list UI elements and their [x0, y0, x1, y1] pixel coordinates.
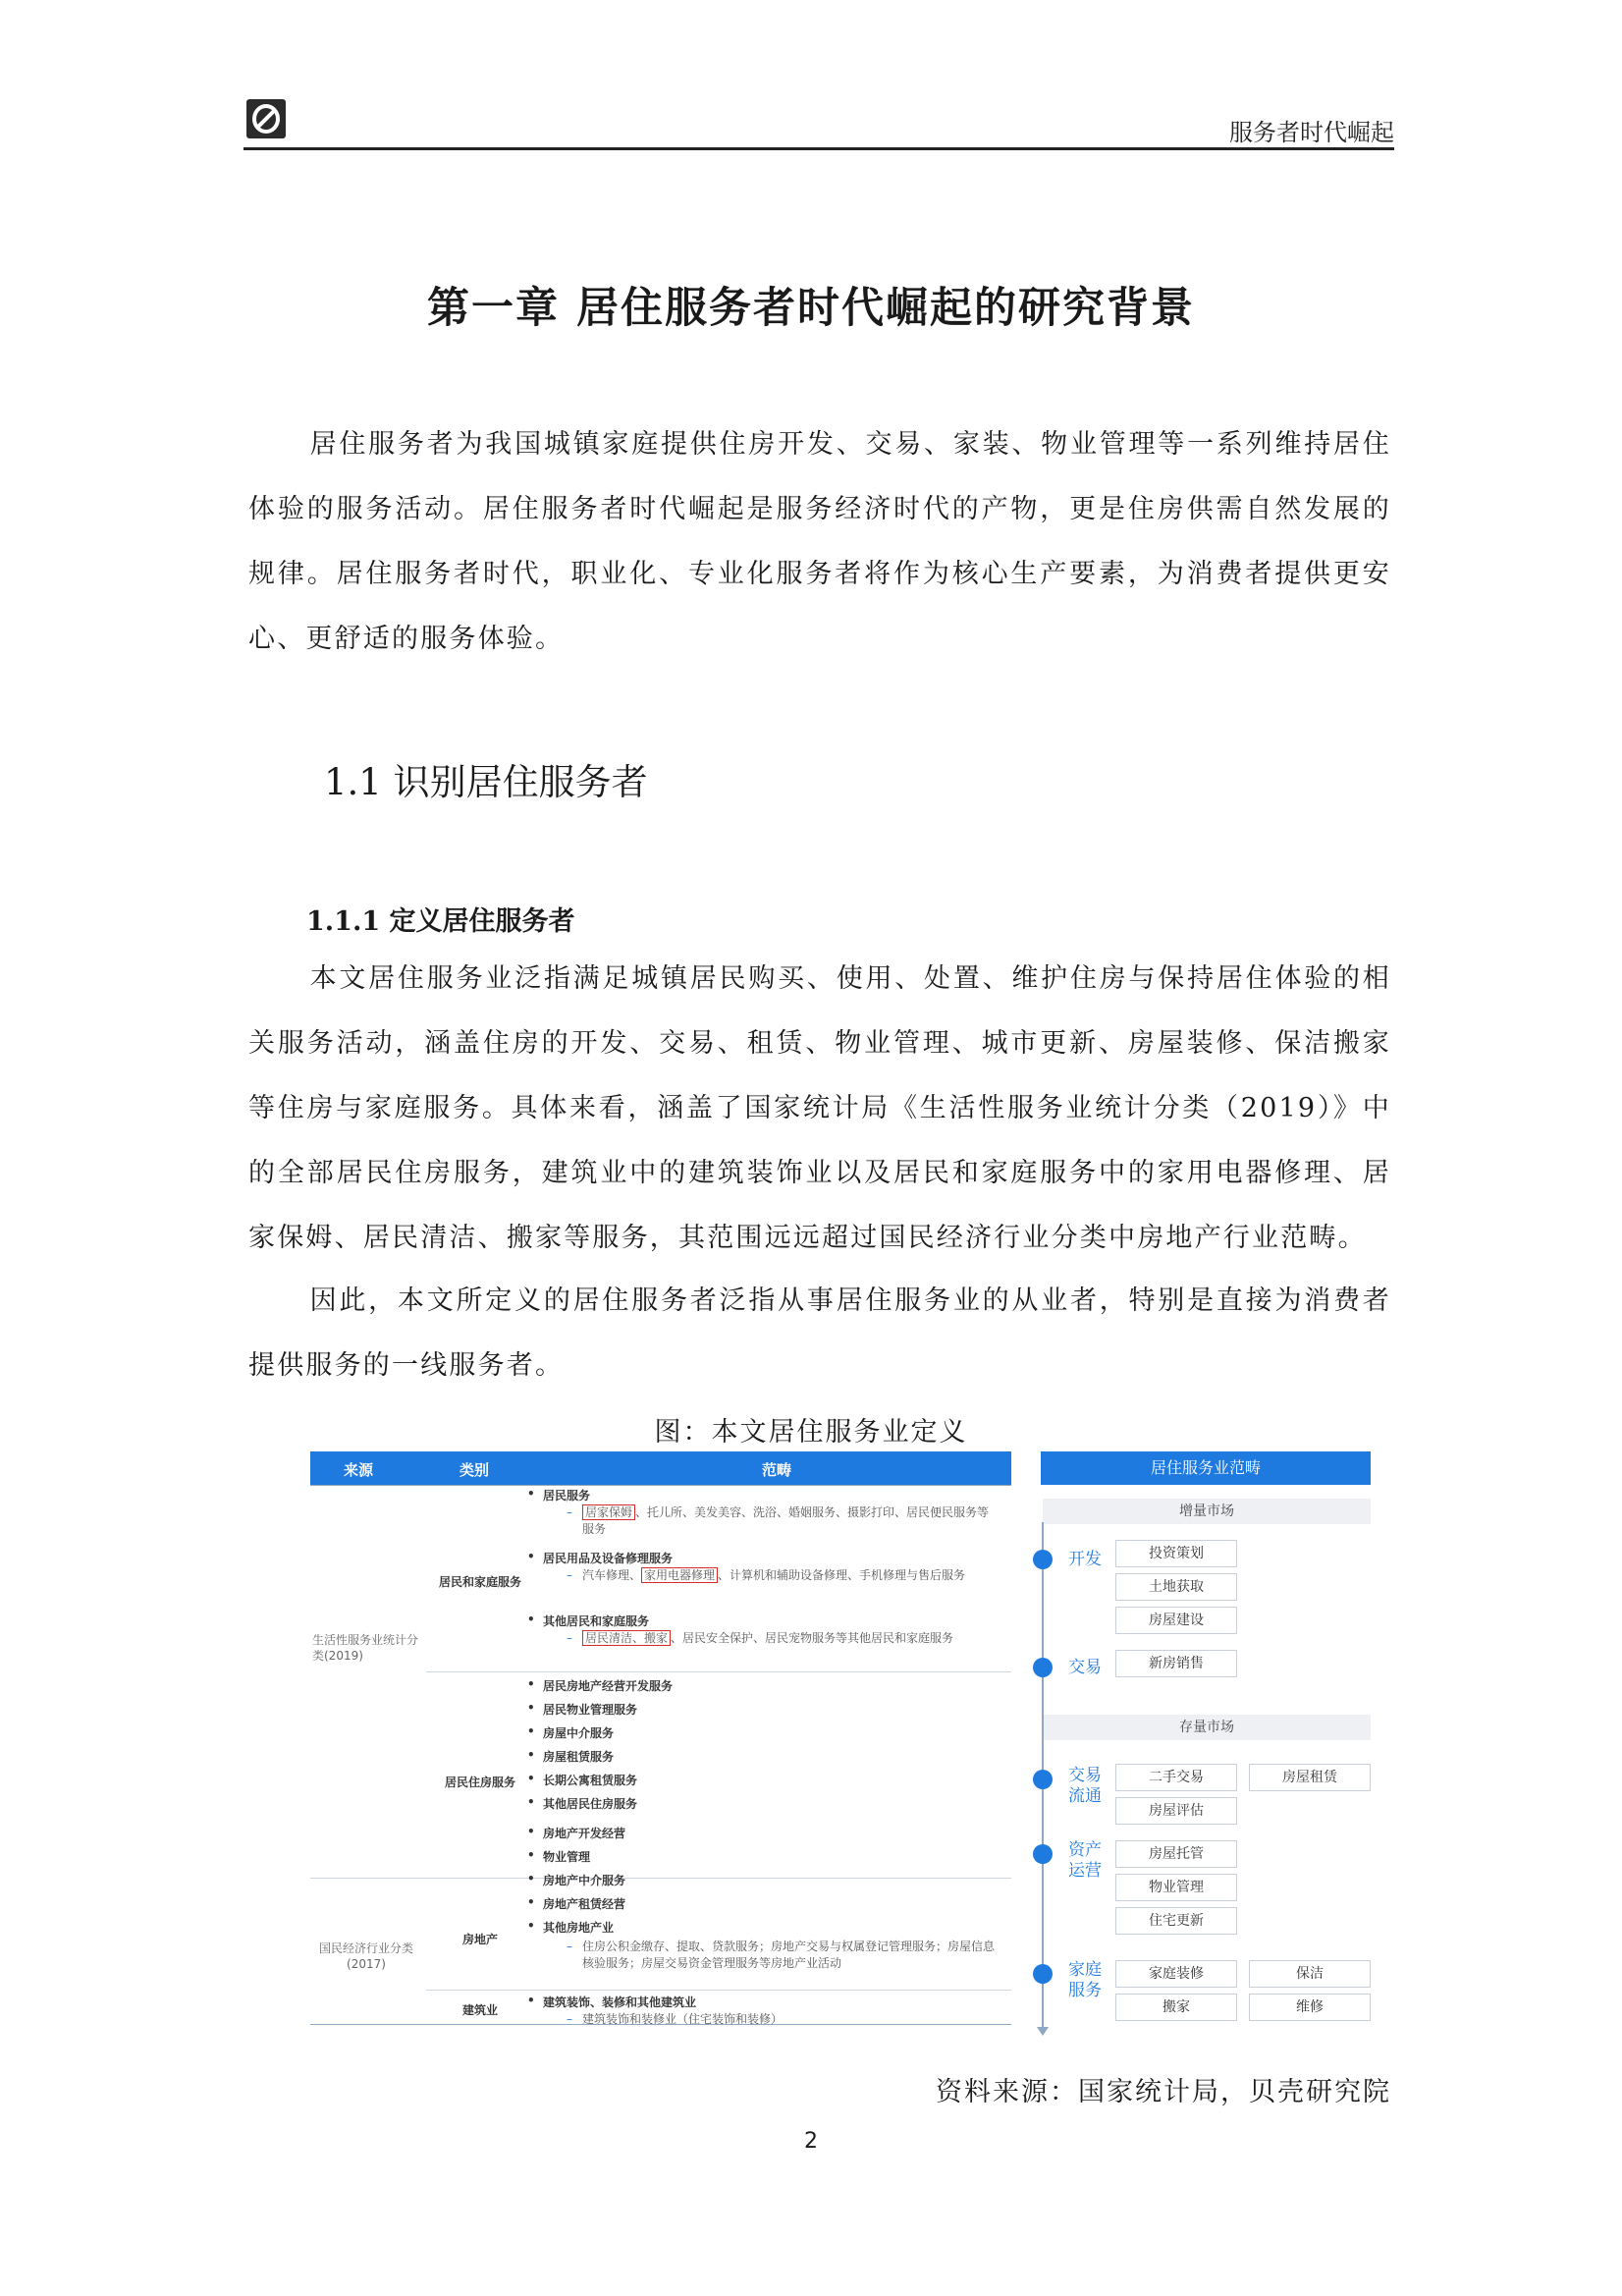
scope-box: 二手交易 [1115, 1764, 1237, 1791]
scope-subitem: – 居家保姆 、托儿所、美发美容、洗浴、婚姻服务、摄影打印、居民便民服务等服务 [582, 1504, 995, 1538]
section-title: 1.1 识别居住服务者 [324, 761, 648, 803]
scope-item: • 其他居民住房服务 [543, 1795, 637, 1812]
scope-item: • 房地产租赁经营 [543, 1895, 625, 1912]
scope-box: 住宅更新 [1115, 1907, 1237, 1935]
scope-item: • 物业管理 [543, 1848, 590, 1865]
scope-item: • 建筑装饰、装修和其他建筑业 [543, 1994, 696, 2010]
header-category: 类别 [460, 1461, 490, 1479]
scope-item: • 居民物业管理服务 [543, 1701, 637, 1718]
stage-home-services: 家庭服务 [1068, 1960, 1102, 2000]
category-housing: 居民住房服务 [444, 1776, 515, 1789]
chapter-title: 第一章 居住服务者时代崛起的研究背景 [427, 284, 1195, 333]
body-paragraph-2-text: 因此，本文所定义的居住服务者泛指从事居住服务业的从业者，特别是直接为消费者提供服务的一线服务者。 [248, 1285, 1391, 1381]
classification-table [310, 1485, 1011, 2025]
header-source: 来源 [344, 1461, 374, 1479]
scope-subitem: – 住房公积金缴存、提取、贷款服务；房地产交易与权属登记管理服务；房屋信息核验服务；房屋交易资金管理服务等房地产业活动 [582, 1939, 995, 1972]
scope-box: 房屋建设 [1115, 1607, 1237, 1634]
highlighted-term: 居家保姆 [582, 1504, 635, 1520]
scope-subitem: – 建筑装饰和装修业（住宅装饰和装修） [582, 2011, 995, 2028]
scope-item: • 房屋租赁服务 [543, 1748, 614, 1765]
subsection-title: 1.1.1 定义居住服务者 [306, 906, 575, 937]
publisher-logo-icon [245, 98, 287, 139]
stage-development: 开发 [1068, 1550, 1102, 1569]
intro-paragraph-text: 居住服务者为我国城镇家庭提供住房开发、交易、家装、物业管理等一系列维持居住体验的服务活动。居住服务者时代崛起是服务经济时代的产物，更是住房供需自然发展的规律。居住服务者时代，职业化、专业化服务者将作为核心生产要素，为消费者提供更安心、更舒适的服务体验。 [248, 429, 1391, 654]
scope-item: • 长期公寓租赁服务 [543, 1772, 637, 1788]
scope-item: • 房屋中介服务 [543, 1724, 614, 1741]
scope-box: 投资策划 [1115, 1540, 1237, 1567]
scope-box: 新房销售 [1115, 1650, 1237, 1677]
header-divider [243, 147, 1394, 150]
scope-box: 搬家 [1115, 1994, 1237, 2021]
residential-services-figure [310, 1451, 1380, 2050]
scope-item: • 居民服务 [543, 1487, 590, 1503]
timeline-dot [1033, 1844, 1053, 1864]
table-header [310, 1451, 1011, 1485]
timeline-arrow-icon [1037, 2027, 1049, 2036]
timeline-dot [1033, 1964, 1053, 1984]
band-incremental-market: 增量市场 [1043, 1499, 1371, 1524]
scope-subitem: – 居民清洁、搬家 、居民安全保护、居民宠物服务等其他居民和家庭服务 [582, 1630, 995, 1647]
stage-asset-operation: 资产运营 [1068, 1840, 1102, 1881]
scope-item: • 其他居民和家庭服务 [543, 1613, 649, 1629]
intro-paragraph [248, 412, 1391, 672]
scope-panel-title: 居住服务业范畴 [1041, 1451, 1371, 1485]
body-paragraph-2 [248, 1269, 1391, 1398]
category-construction: 建筑业 [461, 2003, 498, 2017]
body-paragraph-1-text: 本文居住服务业泛指满足城镇居民购买、使用、处置、维护住房与保持居住体验的相关服务活动，涵盖住房的开发、交易、租赁、物业管理、城市更新、房屋装修、保洁搬家等住房与家庭服务。具体来看，涵盖了国家统计局《生活性服务业统计分类（2019）》中的全部居民住房服务，建筑业中的建筑装饰业以及居民和家庭服务中的家用电器修理、居家保姆、居民清洁、搬家等服务，其范围远远超过国民经济行业分类中房地产行业范畴。 [248, 963, 1391, 1253]
scope-item: • 房地产中介服务 [543, 1872, 625, 1888]
header-scope: 范畴 [762, 1461, 792, 1479]
stage-circulation: 交易流通 [1068, 1766, 1102, 1806]
scope-box: 保洁 [1249, 1960, 1371, 1988]
scope-box: 家庭装修 [1115, 1960, 1237, 1988]
highlighted-term: 家用电器修理 [641, 1567, 718, 1583]
scope-box: 房屋托管 [1115, 1840, 1237, 1868]
scope-box: 房屋租赁 [1249, 1764, 1371, 1791]
highlighted-term: 居民清洁、搬家 [582, 1630, 671, 1646]
scope-item: • 居民用品及设备修理服务 [543, 1550, 673, 1566]
scope-box: 土地获取 [1115, 1573, 1237, 1601]
category-household: 居民和家庭服务 [438, 1575, 521, 1589]
timeline-dot [1033, 1770, 1053, 1789]
scope-subitem: – 汽车修理、 家用电器修理 、计算机和辅助设备修理、手机修理与售后服务 [582, 1567, 995, 1584]
scope-item: • 其他房地产业 [543, 1919, 614, 1936]
scope-item: • 居民房地产经营开发服务 [543, 1677, 673, 1694]
category-realestate: 房地产 [461, 1933, 498, 1946]
source-cell-2017: 国民经济行业分类(2017) [318, 1941, 413, 1971]
stage-trade: 交易 [1068, 1658, 1102, 1677]
running-header-title: 服务者时代崛起 [1229, 119, 1394, 146]
band-stock-market: 存量市场 [1043, 1715, 1371, 1740]
row-divider [310, 1485, 1011, 1486]
timeline-dot [1033, 1658, 1053, 1677]
scope-box: 维修 [1249, 1994, 1371, 2021]
body-paragraph-1 [248, 947, 1391, 1271]
scope-box: 物业管理 [1115, 1874, 1237, 1901]
row-divider [426, 1671, 1011, 1672]
scope-box: 房屋评估 [1115, 1797, 1237, 1825]
row-divider [310, 1878, 1011, 1879]
figure-source-note: 资料来源：国家统计局，贝壳研究院 [936, 2077, 1391, 2107]
timeline-dot [1033, 1550, 1053, 1569]
scope-item: • 房地产开发经营 [543, 1825, 625, 1841]
figure-title: 图：本文居住服务业定义 [654, 1417, 968, 1448]
source-cell-2019: 生活性服务业统计分类(2019) [312, 1633, 419, 1663]
page-number: 2 [804, 2129, 818, 2154]
row-divider [426, 1990, 1011, 1991]
